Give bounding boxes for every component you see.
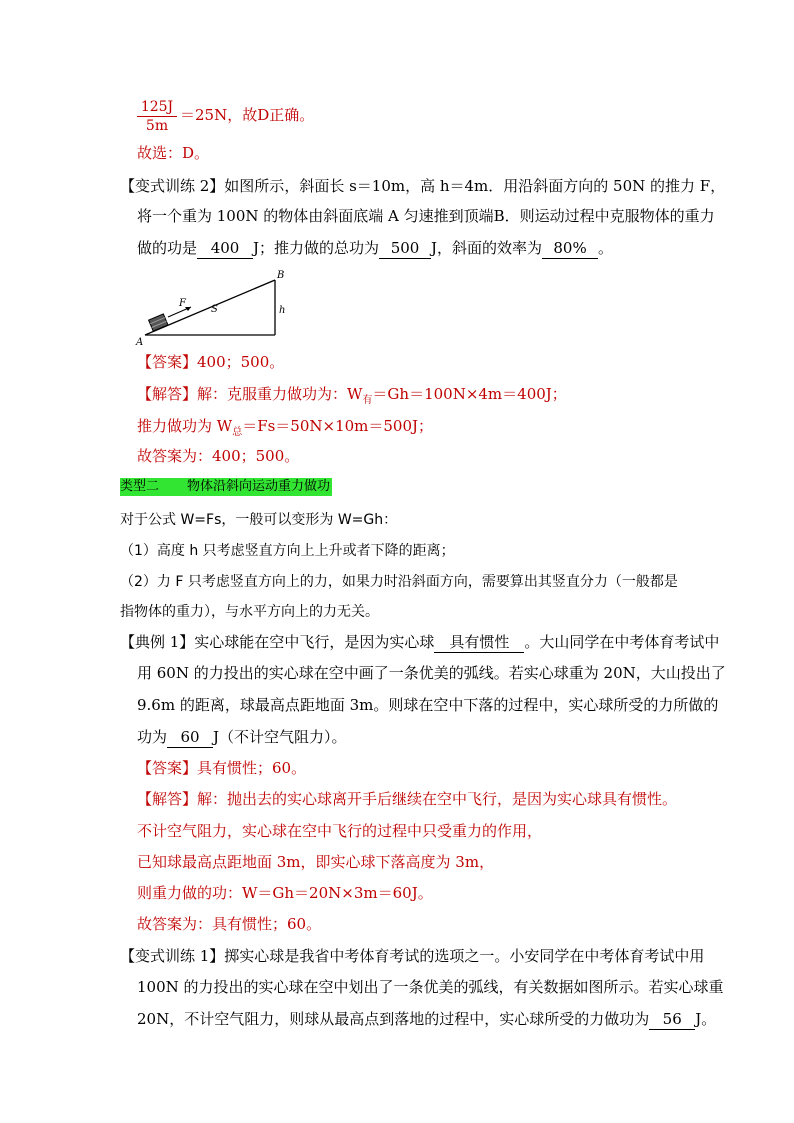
answer-blank-inertia: 具有惯性 bbox=[434, 632, 524, 653]
training1-text-a: 20N，不计空气阻力，则球从最高点到落地的过程中，实心球所受的力做功为 bbox=[137, 1010, 650, 1028]
training2-line1: 【变式训练 2】如图所示，斜面长 s＝10m，高 h＝4m．用沿斜面方向的 50N 的推力 F， bbox=[120, 177, 726, 195]
fraction bbox=[137, 98, 177, 135]
example1-line4 bbox=[137, 727, 347, 748]
training1-line3 bbox=[137, 1009, 716, 1030]
label-B: B bbox=[277, 270, 285, 281]
example1-solution3: 已知球最高点距地面 3m，即实心球下落高度为 3m， bbox=[137, 853, 495, 871]
training2-solution1 bbox=[137, 384, 567, 407]
example1-line1 bbox=[120, 632, 719, 653]
training2-answer: 【答案】400；500。 bbox=[137, 353, 285, 371]
type2-title: 物体沿斜向运动重力做功 bbox=[187, 479, 331, 494]
example1-text-a: 【典例 1】实心球能在空中飞行，是因为实心球 bbox=[120, 633, 435, 651]
formula-intro: 对于公式 W=Fs，一般可以变形为 W=Gh： bbox=[120, 512, 398, 528]
example1-answer: 【答案】具有惯性；60。 bbox=[137, 759, 307, 777]
training1-line2: 100N 的力投出的实心球在空中划出了一条优美的弧线，有关数据如图所示。若实心球重 bbox=[137, 978, 724, 996]
training2-solution2 bbox=[137, 416, 433, 439]
fraction-result: ＝25N，故D正确。 bbox=[180, 106, 315, 124]
example1-solution2: 不计空气阻力，实心球在空中飞行的过程中只受重力的作用， bbox=[137, 822, 543, 840]
label-A: A bbox=[136, 337, 144, 348]
example1-text-b: 。大山同学在中考体育考试中 bbox=[524, 633, 720, 651]
training2-text-a: 做的功是 bbox=[137, 239, 198, 257]
block-shape bbox=[149, 314, 168, 331]
fraction-denominator: 5m bbox=[145, 118, 169, 134]
training2-text-d: 。 bbox=[598, 239, 614, 257]
answer-blank-efficiency: 80% bbox=[542, 238, 598, 259]
example1-solution5: 故答案为：具有惯性；60。 bbox=[137, 915, 322, 933]
formula-point2a: （2）力 F 只考虑竖直方向上的力，如果力时沿斜面方向，需要算出其竖直分力（一般都是 bbox=[120, 574, 678, 590]
sol2-label: 推力做功为 W bbox=[137, 417, 233, 435]
formula-point1: （1）高度 h 只考虑竖直方向上上升或者下降的距离； bbox=[120, 543, 455, 559]
sol2-rest: ＝Fs＝50N×10m＝500J； bbox=[242, 417, 434, 435]
formula-point2b: 指物体的重力），与水平方向上的力无关。 bbox=[120, 604, 379, 620]
training1-line1: 【变式训练 1】掷实心球是我省中考体育考试的选项之一。小安同学在中考体育考试中用 bbox=[120, 947, 705, 965]
example1-text-d: J（不计空气阻力）。 bbox=[213, 728, 347, 746]
example1-solution1: 【解答】解：抛出去的实心球离开手后继续在空中飞行，是因为实心球具有惯性。 bbox=[137, 790, 678, 808]
answer-blank-total-work: 500 bbox=[379, 238, 431, 259]
sol1-label: 【解答】解：克服重力做功为：W bbox=[137, 385, 363, 403]
training2-line2: 将一个重为 100N 的物体由斜面底端 A 匀速推到顶端B．则运动过程中克服物体的重力 bbox=[137, 207, 715, 225]
training2-text-b: J；推力做的总功为 bbox=[253, 239, 380, 257]
sol1-subscript: 有 bbox=[362, 395, 373, 406]
answer-blank-work-done: 56 bbox=[649, 1009, 695, 1030]
sol2-subscript: 总 bbox=[232, 427, 243, 438]
label-h: h bbox=[279, 305, 286, 316]
training2-solution3: 故答案为：400；500。 bbox=[137, 447, 300, 465]
answer-blank-gravity-work: 60 bbox=[167, 727, 213, 748]
label-S: S bbox=[211, 304, 218, 315]
example1-text-c: 功为 bbox=[137, 728, 168, 746]
answer-blank-work: 400 bbox=[197, 238, 253, 259]
select-answer: 故选：D。 bbox=[137, 144, 210, 162]
type2-label: 类型二 bbox=[120, 479, 160, 494]
example1-line3: 9.6m 的距离，球最高点距地面 3m。则球在空中下落的过程中，实心球所受的力所做的 bbox=[137, 696, 719, 714]
fraction-numerator: 125J bbox=[137, 98, 177, 117]
label-F: F bbox=[179, 298, 186, 309]
training2-text-c: J，斜面的效率为 bbox=[431, 239, 543, 257]
training2-line3 bbox=[137, 238, 613, 259]
type2-heading bbox=[120, 478, 332, 496]
sol1-rest: ＝Gh＝100N×4m＝400J； bbox=[372, 385, 567, 403]
example1-solution4: 则重力做的功：W＝Gh＝20N×3m＝60J。 bbox=[137, 884, 433, 902]
incline-figure bbox=[135, 268, 305, 348]
example1-line2: 用 60N 的力投出的实心球在空中画了一条优美的弧线。若实心球重为 20N，大山投出了 bbox=[137, 664, 726, 682]
training1-text-b: J。 bbox=[695, 1010, 717, 1028]
